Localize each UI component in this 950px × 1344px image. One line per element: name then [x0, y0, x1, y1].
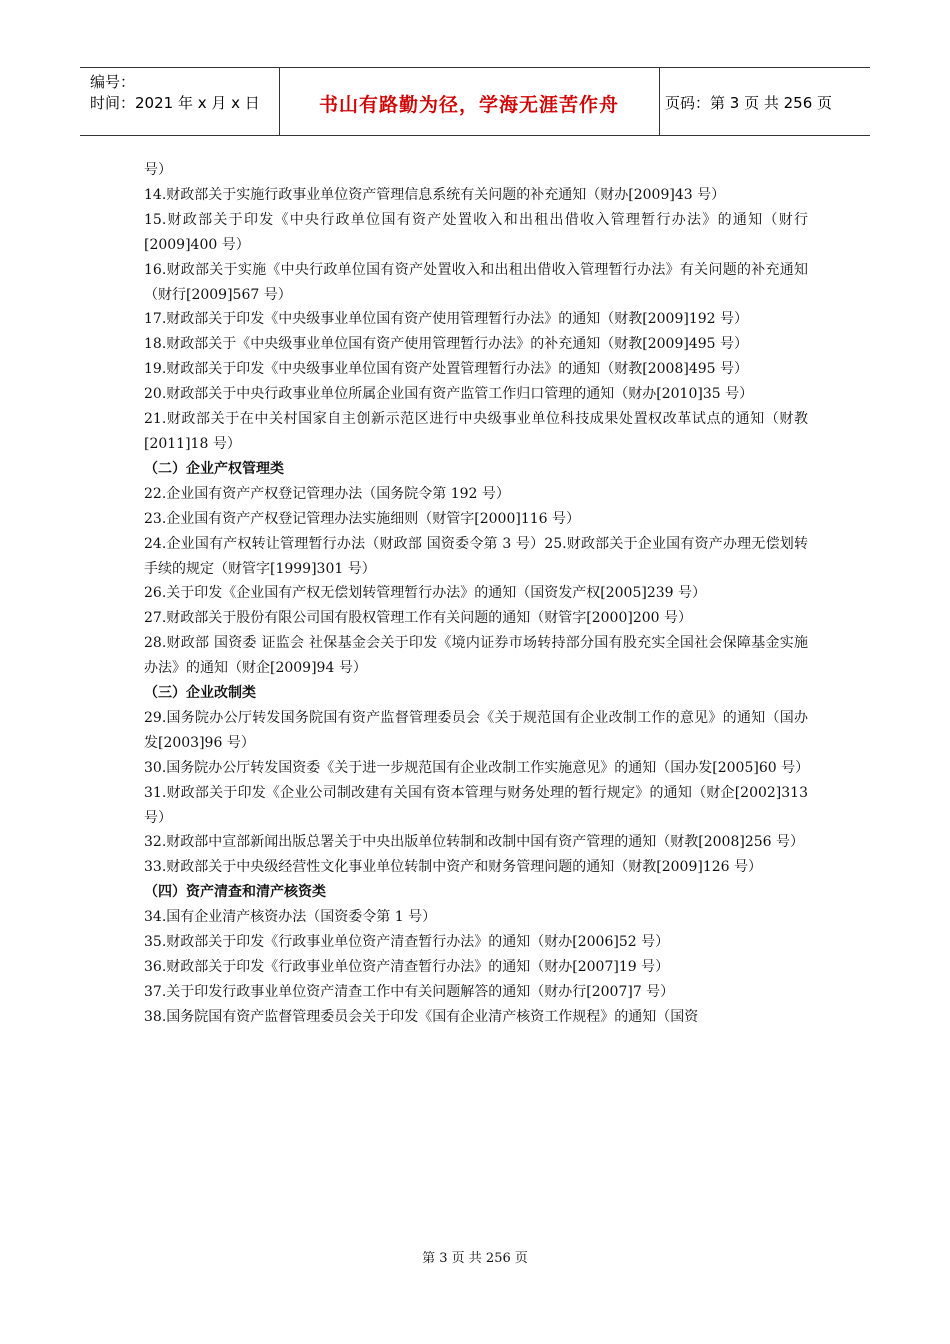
list-item: 27.财政部关于股份有限公司国有股权管理工作有关问题的通知（财管字[2000]200 号）	[144, 610, 692, 627]
list-item: 35.财政部关于印发《行政事业单位资产清查暂行办法》的通知（财办[2006]52 号）	[144, 934, 670, 951]
list-item: 24.企业国有产权转让管理暂行办法（财政部 国资委令第 3 号）25.财政部关于企业国有资产办理无偿划转手续的规定（财管字[1999]301 号）	[144, 535, 808, 577]
document-body	[144, 158, 808, 1030]
list-item: 14.财政部关于实施行政事业单位资产管理信息系统有关问题的补充通知（财办[2009]43 号）	[144, 186, 726, 203]
list-item: 28.财政部 国资委 证监会 社保基金会关于印发《境内证券市场转持部分国有股充实全国社会保障基金实施办法》的通知（财企[2009]94 号）	[144, 635, 808, 677]
list-item: 32.财政部中宣部新闻出版总署关于中央出版单位转制和改制中国有资产管理的通知（财教[2008]256 号）	[144, 834, 804, 851]
list-item: 17.财政部关于印发《中央级事业单位国有资产使用管理暂行办法》的通知（财教[2009]192 号）	[144, 311, 748, 328]
list-item: 15.财政部关于印发《中央行政单位国有资产处置收入和出租出借收入管理暂行办法》的通知（财行[2009]400 号）	[144, 211, 808, 253]
list-item: 21.财政部关于在中关村国家自主创新示范区进行中央级事业单位科技成果处置权改革试点的通知（财教[2011]18 号）	[144, 411, 808, 452]
list-item: 38.国务院国有资产监督管理委员会关于印发《国有企业清产核资工作规程》的通知（国资	[144, 1008, 699, 1025]
document-number-label: 编号：	[90, 73, 136, 91]
header-meta	[90, 72, 260, 114]
list-item: 号）	[144, 162, 172, 178]
list-item: 36.财政部关于印发《行政事业单位资产清查暂行办法》的通知（财办[2007]19 号）	[144, 959, 670, 975]
header-page-info: 页码：第 3 页 共 256 页	[665, 94, 833, 112]
section-heading: （三）企业改制类	[144, 685, 256, 702]
list-item: 34.国有企业清产核资办法（国资委令第 1 号）	[144, 909, 437, 926]
page-footer: 第 3 页 共 256 页	[422, 1251, 528, 1266]
header-divider-right	[659, 68, 660, 135]
list-item: 26.关于印发《企业国有产权无偿划转管理暂行办法》的通知（国资发产权[2005]239 号）	[144, 585, 706, 602]
list-item: 31.财政部关于印发《企业公司制改建有关国有资本管理与财务处理的暂行规定》的通知（财企[2002]313 号）	[144, 784, 808, 826]
list-item: 23.企业国有资产产权登记管理办法实施细则（财管字[2000]116 号）	[144, 510, 580, 527]
list-item: 20.财政部关于中央行政事业单位所属企业国有资产监管工作归口管理的通知（财办[2010]35 号）	[144, 386, 754, 403]
list-item: 18.财政部关于《中央级事业单位国有资产使用管理暂行办法》的补充通知（财教[2009]495 号）	[144, 336, 748, 353]
list-item: 22.企业国有资产产权登记管理办法（国务院令第 192 号）	[144, 485, 510, 502]
list-item: 19.财政部关于印发《中央级事业单位国有资产处置管理暂行办法》的通知（财教[2008]495 号）	[144, 361, 748, 378]
document-date: 时间：2021 年 x 月 x 日	[90, 94, 260, 112]
section-heading: （二）企业产权管理类	[144, 460, 284, 477]
header-top-rule	[80, 67, 870, 68]
list-item: 33.财政部关于中央级经营性文化事业单位转制中资产和财务管理问题的通知（财教[2009]126 号）	[144, 859, 762, 876]
list-item: 16.财政部关于实施《中央行政单位国有资产处置收入和出租出借收入管理暂行办法》有关问题的补充通知（财行[2009]567 号）	[144, 261, 808, 303]
list-item: 30.国务院办公厅转发国资委《关于进一步规范国有企业改制工作实施意见》的通知（国办发[2005]60 号）	[144, 759, 810, 776]
header-bottom-rule	[80, 135, 870, 136]
header-motto: 书山有路勤为径，学海无涯苦作舟	[318, 94, 619, 116]
section-heading: （四）资产清查和清产核资类	[144, 884, 326, 901]
list-item: 37.关于印发行政事业单位资产清查工作中有关问题解答的通知（财办行[2007]7 号）	[144, 983, 675, 1000]
list-item: 29.国务院办公厅转发国务院国有资产监督管理委员会《关于规范国有企业改制工作的意见》的通知（国办发[2003]96 号）	[144, 709, 808, 751]
